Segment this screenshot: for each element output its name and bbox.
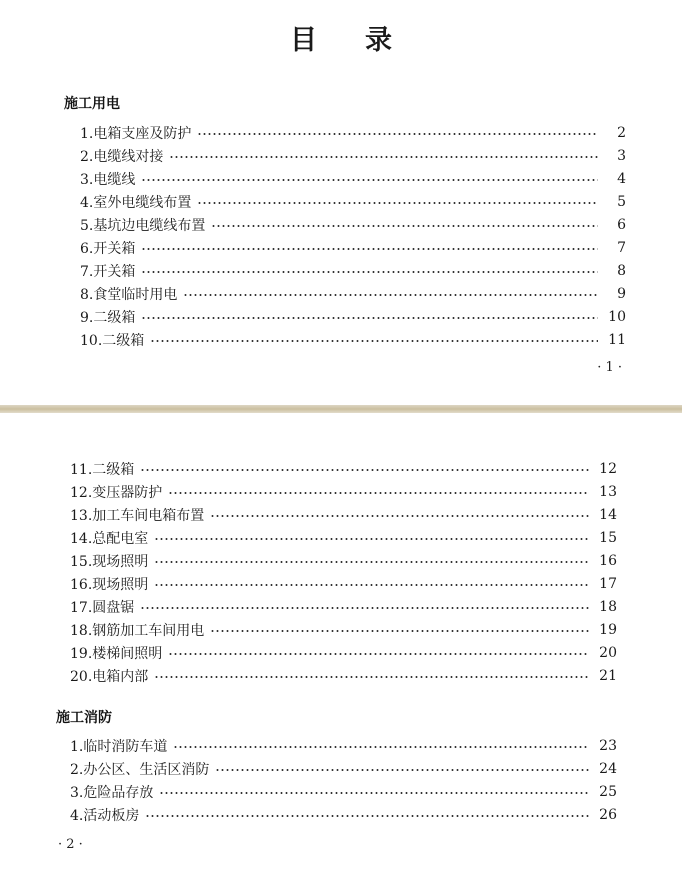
toc-entry[interactable]	[80, 260, 626, 282]
leader-dots	[168, 653, 589, 655]
entry-label: 2.办公区、生活区消防	[70, 762, 210, 778]
entry-page: 15	[599, 530, 617, 546]
entry-label: 2.电缆线对接	[80, 149, 164, 165]
toc-entry[interactable]	[80, 283, 626, 305]
toc-entry[interactable]	[80, 214, 626, 236]
entry-label: 1.电箱支座及防护	[80, 126, 192, 142]
entry-page: 4	[617, 171, 626, 187]
entry-label: 4.活动板房	[70, 808, 140, 824]
section-title-fire-safety: 施工消防	[56, 710, 112, 726]
entry-page: 19	[599, 622, 617, 638]
entry-page: 11	[608, 332, 626, 348]
entry-label: 1.临时消防车道	[70, 739, 168, 755]
entry-page: 16	[599, 553, 617, 569]
toc-entry[interactable]	[70, 527, 617, 549]
entry-label: 17.圆盘锯	[70, 600, 135, 616]
toc-page-2	[0, 413, 682, 880]
entry-page: 20	[599, 645, 617, 661]
toc-entry[interactable]	[70, 781, 617, 803]
entry-label: 8.食堂临时用电	[80, 287, 178, 303]
entry-label: 18.钢筋加工车间用电	[70, 623, 205, 639]
leader-dots	[154, 561, 589, 563]
leader-dots	[168, 492, 589, 494]
page-number-footer: · 2 ·	[58, 837, 83, 852]
entry-page: 12	[599, 461, 617, 477]
entry-page: 9	[617, 286, 626, 302]
section-title-electricity: 施工用电	[64, 96, 120, 112]
leader-dots	[140, 469, 589, 471]
entry-label: 7.开关箱	[80, 264, 136, 280]
leader-dots	[211, 225, 598, 227]
toc-entry[interactable]	[80, 122, 626, 144]
entry-label: 13.加工车间电箱布置	[70, 508, 205, 524]
entry-page: 14	[599, 507, 617, 523]
entry-page: 13	[599, 484, 617, 500]
leader-dots	[210, 515, 589, 517]
toc-entry[interactable]	[70, 642, 617, 664]
entry-label: 12.变压器防护	[70, 485, 163, 501]
entry-page: 18	[599, 599, 617, 615]
toc-entry[interactable]	[70, 481, 617, 503]
entry-page: 5	[617, 194, 626, 210]
leader-dots	[141, 271, 598, 273]
leader-dots	[154, 676, 589, 678]
entry-page: 24	[599, 761, 617, 777]
entry-page: 17	[599, 576, 617, 592]
leader-dots	[183, 294, 598, 296]
leader-dots	[210, 630, 589, 632]
leader-dots	[140, 607, 589, 609]
leader-dots	[145, 815, 589, 817]
entry-page: 25	[599, 784, 617, 800]
entry-label: 6.开关箱	[80, 241, 136, 257]
toc-page-1	[0, 0, 682, 405]
toc-entry[interactable]	[80, 145, 626, 167]
toc-entry[interactable]	[80, 306, 626, 328]
leader-dots	[141, 317, 598, 319]
entry-label: 19.楼梯间照明	[70, 646, 163, 662]
toc-entry[interactable]	[70, 619, 617, 641]
entry-page: 26	[599, 807, 617, 823]
entry-page: 7	[617, 240, 626, 256]
leader-dots	[197, 202, 598, 204]
toc-entry[interactable]	[80, 191, 626, 213]
leader-dots	[150, 340, 598, 342]
leader-dots	[169, 156, 598, 158]
entry-label: 3.电缆线	[80, 172, 136, 188]
toc-entry[interactable]	[70, 665, 617, 687]
entry-page: 2	[617, 125, 626, 141]
leader-dots	[197, 133, 598, 135]
toc-entry[interactable]	[70, 758, 617, 780]
toc-entry[interactable]	[70, 550, 617, 572]
entry-label: 4.室外电缆线布置	[80, 195, 192, 211]
page-number-footer: · 1 ·	[597, 360, 622, 375]
toc-entry[interactable]	[70, 504, 617, 526]
entry-page: 3	[617, 148, 626, 164]
entry-label: 5.基坑边电缆线布置	[80, 218, 206, 234]
leader-dots	[141, 248, 598, 250]
entry-page: 6	[617, 217, 626, 233]
entry-page: 8	[617, 263, 626, 279]
entry-page: 23	[599, 738, 617, 754]
entry-label: 20.电箱内部	[70, 669, 149, 685]
entry-label: 3.危险品存放	[70, 785, 154, 801]
entry-label: 14.总配电室	[70, 531, 149, 547]
toc-entry[interactable]	[70, 458, 617, 480]
entry-label: 15.现场照明	[70, 554, 149, 570]
toc-entry[interactable]	[70, 735, 617, 757]
entry-label: 11.二级箱	[70, 462, 135, 478]
entry-label: 10.二级箱	[80, 333, 145, 349]
leader-dots	[173, 746, 589, 748]
leader-dots	[141, 179, 598, 181]
toc-entry[interactable]	[70, 804, 617, 826]
title-char-2: 录	[365, 25, 392, 56]
entry-page: 21	[599, 668, 617, 684]
entry-page: 10	[608, 309, 626, 325]
toc-entry[interactable]	[80, 237, 626, 259]
leader-dots	[154, 584, 589, 586]
toc-entry[interactable]	[80, 329, 626, 351]
leader-dots	[215, 769, 589, 771]
title-char-1: 目	[290, 25, 317, 56]
toc-entry[interactable]	[80, 168, 626, 190]
entry-label: 9.二级箱	[80, 310, 136, 326]
leader-dots	[159, 792, 589, 794]
toc-title	[0, 18, 682, 57]
page-separator	[0, 405, 682, 413]
toc-entry[interactable]	[70, 596, 617, 618]
entry-label: 16.现场照明	[70, 577, 149, 593]
toc-entry[interactable]	[70, 573, 617, 595]
leader-dots	[154, 538, 589, 540]
